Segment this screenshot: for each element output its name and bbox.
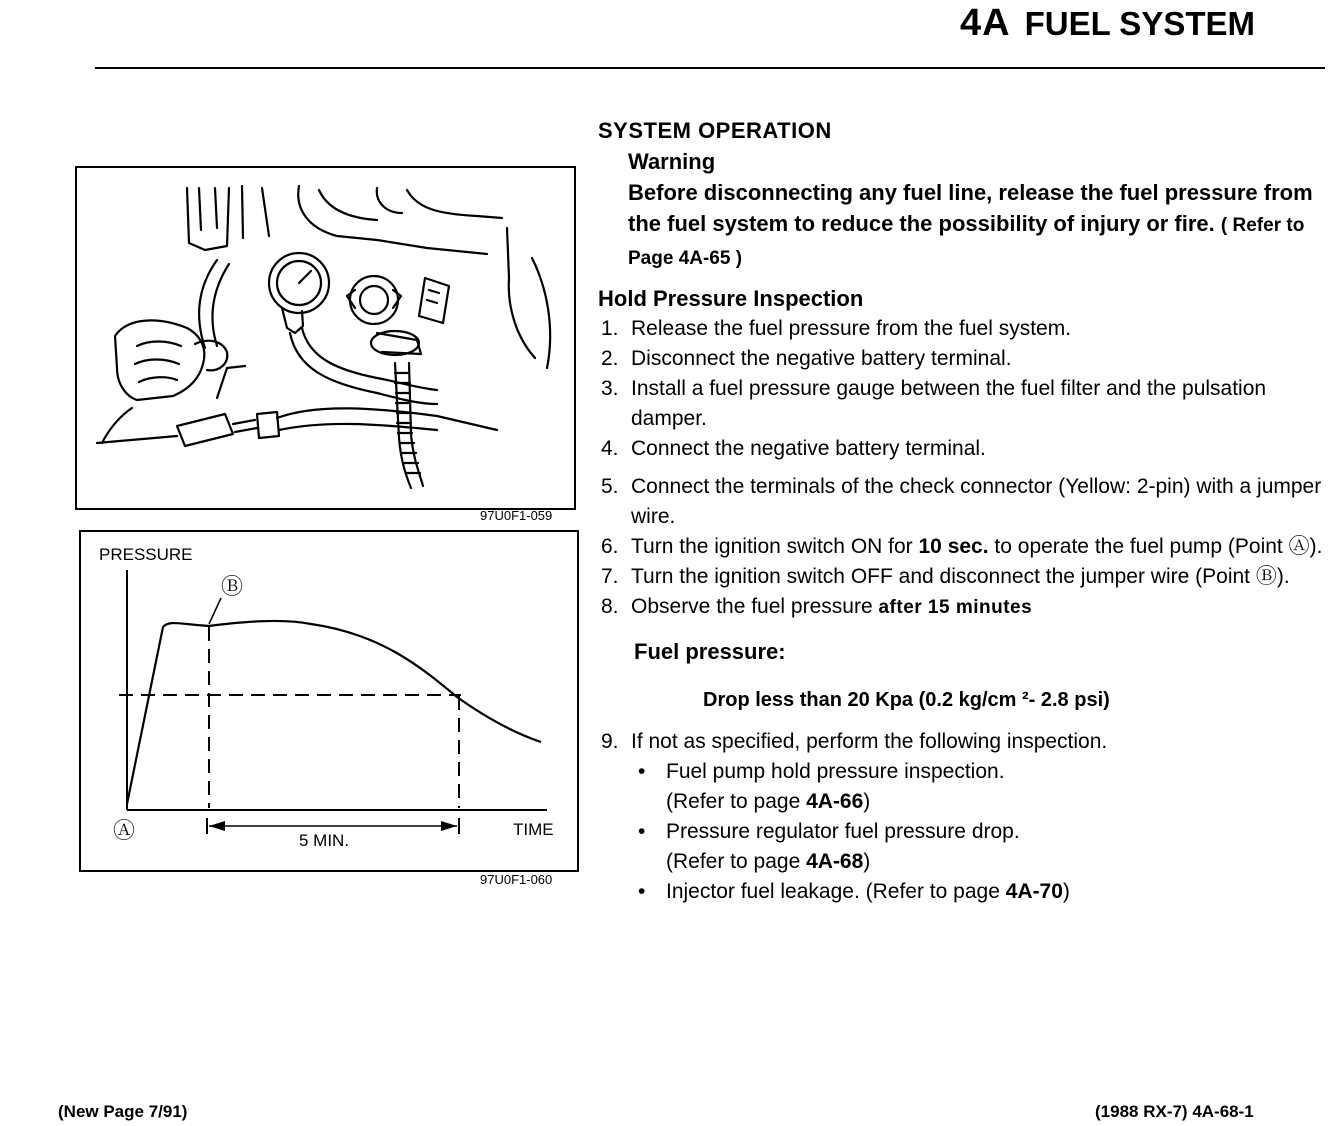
step-text-bold: after 15 minutes <box>878 597 1033 618</box>
warning-body <box>628 177 1323 274</box>
bullet-icon: • <box>638 820 646 843</box>
y-axis-label: PRESSURE <box>99 545 193 564</box>
inspection-text: Injector fuel leakage. <box>666 880 866 903</box>
step-number: 6. <box>601 535 619 558</box>
warning-title: Warning <box>628 149 716 174</box>
step-number: 2. <box>601 347 619 370</box>
point-b-label: Ⓑ <box>221 574 244 599</box>
spec-label: Fuel pressure: <box>634 639 786 664</box>
step-text-post: to operate the fuel pump (Point Ⓐ). <box>988 535 1323 558</box>
footer-page-number: (1988 RX-7) 4A-68-1 <box>1095 1102 1254 1121</box>
warning-reference: ( Refer to Page 4A-65 ) <box>628 215 1305 269</box>
ref-post: ) <box>863 790 871 813</box>
section-number: 4A <box>960 2 1011 44</box>
header-rule <box>95 67 1325 69</box>
step-9 <box>598 727 1323 757</box>
step-text: Turn the ignition switch OFF and disconnect the jumper wire (Point Ⓑ). <box>631 565 1290 588</box>
step-text: Release the fuel pressure from the fuel system. <box>631 317 1072 340</box>
interval-arrow-left <box>209 821 225 831</box>
illustration-code: 97U0F1-059 <box>480 508 553 523</box>
ref-page: 4A-70 <box>1005 880 1063 903</box>
section-header <box>960 2 1255 45</box>
step-4 <box>598 434 1323 464</box>
inspection-text: Pressure regulator fuel pressure drop. <box>666 820 1020 843</box>
step-number: 1. <box>601 317 619 340</box>
footer-revision: (New Page 7/91) <box>58 1102 188 1121</box>
step-text: Disconnect the negative battery terminal. <box>631 347 1012 370</box>
step-number: 3. <box>601 377 619 400</box>
ref-pre: (Refer to page <box>666 790 807 813</box>
interval-arrow-right <box>441 821 457 831</box>
section-title: FUEL SYSTEM <box>1024 5 1255 42</box>
step-text: Install a fuel pressure gauge between the fuel filter and the pulsation damper. <box>631 377 1267 430</box>
spec-value: Drop less than 20 Kpa (0.2 kg/cm ²- 2.8 psi) <box>703 689 1110 711</box>
inspection-list <box>598 757 1323 907</box>
step-1 <box>598 314 1323 344</box>
step-number: 5. <box>601 475 619 498</box>
inspection-item <box>598 817 1323 877</box>
step-5 <box>598 472 1323 532</box>
ref-page: 4A-66 <box>806 790 864 813</box>
pressure-curve <box>127 621 541 804</box>
ref-post: ) <box>1062 880 1070 903</box>
step-text: If not as specified, perform the following inspection. <box>631 730 1108 753</box>
step-3 <box>598 374 1323 434</box>
step-number: 9. <box>601 730 619 753</box>
bullet-icon: • <box>638 880 646 903</box>
section-heading: SYSTEM OPERATION <box>598 118 832 143</box>
step-text-pre: Observe the fuel pressure <box>631 595 879 618</box>
subheading: Hold Pressure Inspection <box>598 286 864 311</box>
warning-text: Before disconnecting any fuel line, release the fuel pressure from the fuel system to reduce the possibility of injury or fire. <box>628 180 1313 236</box>
step-8 <box>598 592 1323 623</box>
warning-block <box>628 146 1323 274</box>
point-a-label: Ⓐ <box>113 818 136 843</box>
step-text-pre: Turn the ignition switch ON for <box>631 535 919 558</box>
ref-pre: (Refer to page <box>865 880 1006 903</box>
pressure-time-graph <box>79 530 579 872</box>
fuel-gauge-illustration <box>75 166 576 510</box>
engine-bay-drawing <box>77 168 574 508</box>
interval-label: 5 MIN. <box>299 831 350 850</box>
step-number: 4. <box>601 437 619 460</box>
step-list-continued <box>598 727 1323 757</box>
step-list <box>598 314 1323 623</box>
graph-plot <box>81 532 577 870</box>
inspection-text: Fuel pump hold pressure inspection. <box>666 760 1005 783</box>
step-text-bold: 10 sec. <box>918 535 989 558</box>
ref-pre: (Refer to page <box>666 850 807 873</box>
bullet-icon: • <box>638 760 646 783</box>
ref-post: ) <box>863 850 871 873</box>
x-axis-label: TIME <box>513 820 554 839</box>
ref-page: 4A-68 <box>806 850 864 873</box>
step-text: Connect the negative battery terminal. <box>631 437 986 460</box>
graph-code: 97U0F1-060 <box>480 872 553 887</box>
step-number: 7. <box>601 565 619 588</box>
point-b-leader <box>209 598 221 624</box>
inspection-item <box>598 877 1323 907</box>
procedure-text <box>598 116 1323 907</box>
step-2 <box>598 344 1323 374</box>
step-number: 8. <box>601 595 619 618</box>
inspection-item <box>598 757 1323 817</box>
step-6 <box>598 532 1323 562</box>
step-text: Connect the terminals of the check connector (Yellow: 2-pin) with a jumper wire. <box>631 475 1322 528</box>
step-7 <box>598 562 1323 592</box>
